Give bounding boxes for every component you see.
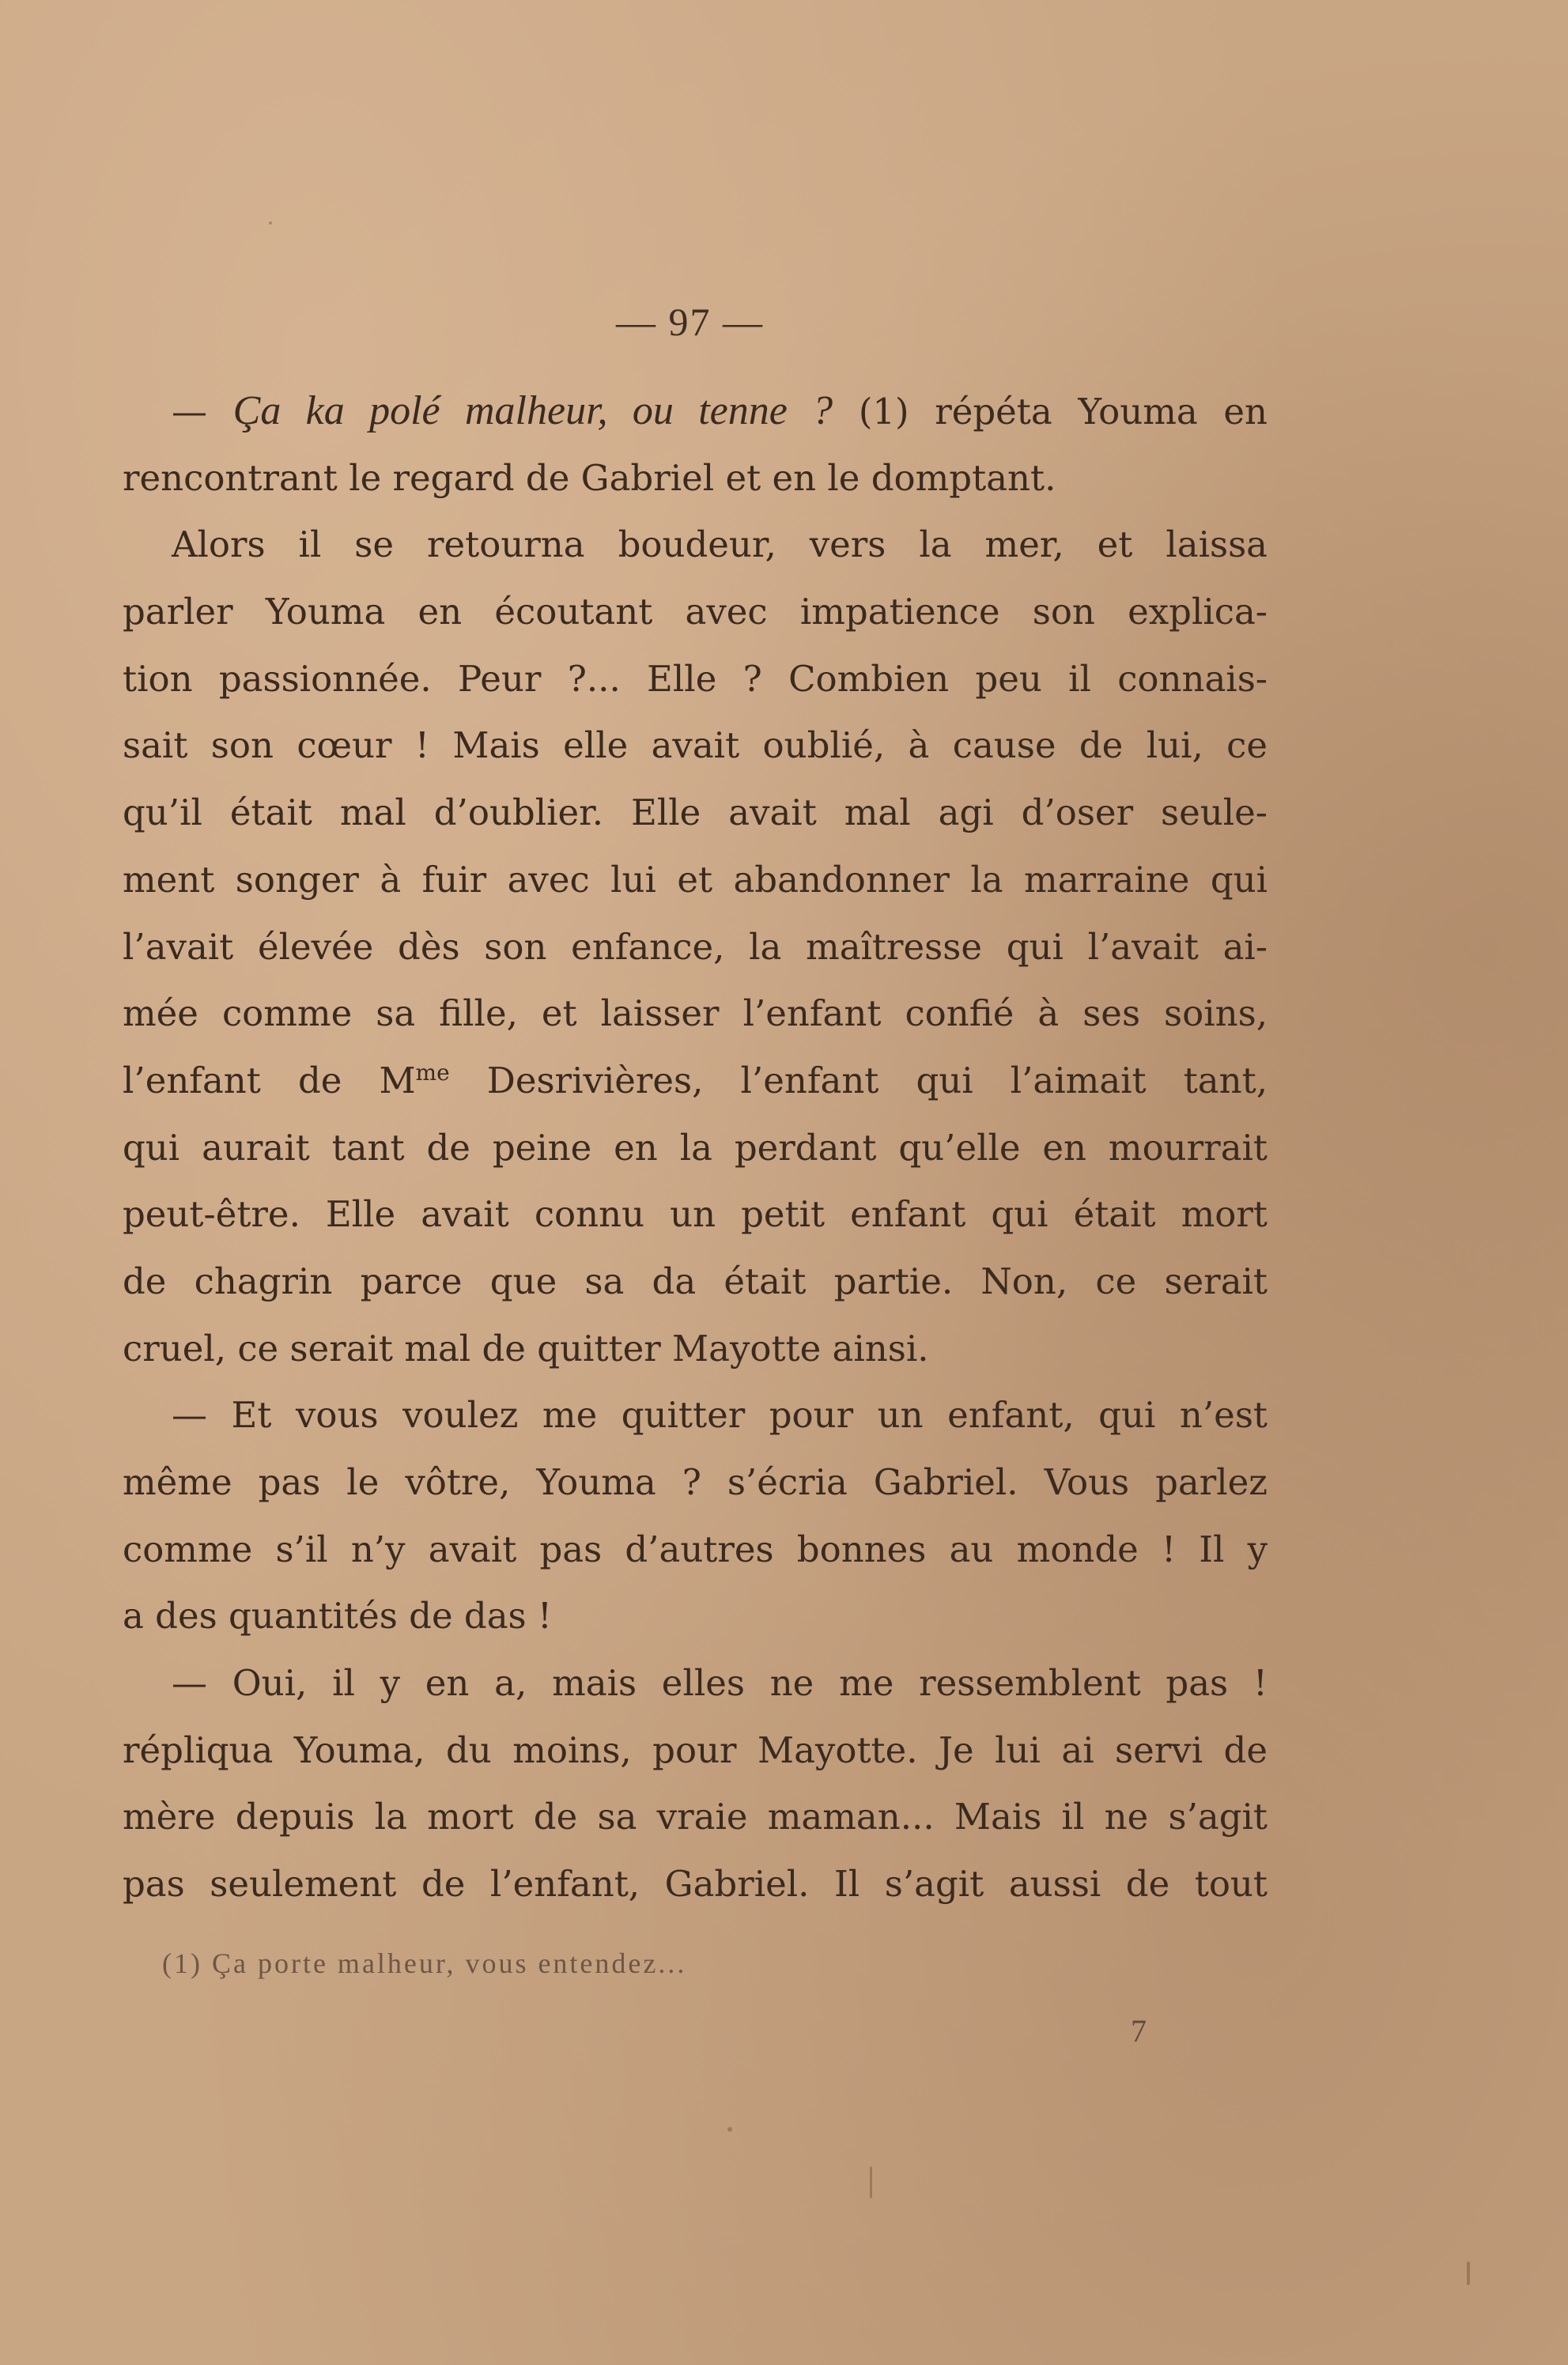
text-line: qui aurait tant de peine en la perdant qu’elle en mourrait [123, 1126, 1268, 1169]
text-line: cruel, ce serait mal de quitter Mayotte ainsi. [123, 1327, 929, 1370]
body-text [123, 378, 1268, 1918]
text-line: parler Youma en écoutant avec impatience son explica- [123, 591, 1268, 633]
text-line: sait son cœur ! Mais elle avait oublié, à cause de lui, ce [123, 724, 1268, 767]
creole-quote: Ça ka polé malheur, ou tenne ? [232, 388, 833, 433]
text-line: — Ça ka polé malheur, ou tenne ? (1) répéta Youma en [172, 388, 1268, 433]
text-line: ment songer à fuir avec lui et abandonner la marraine qui [123, 858, 1268, 901]
paper-speck [1467, 2261, 1470, 2285]
text-line: de chagrin parce que sa da était partie. Non, ce serait [123, 1260, 1268, 1302]
footnote: (1) Ça porte malheur, vous entendez... [162, 1948, 687, 1979]
text-line: mère depuis la mort de sa vraie maman... Mais il ne s’agit [123, 1796, 1268, 1838]
text-line: mée comme sa fille, et laisser l’enfant confié à ses soins, [123, 992, 1268, 1035]
text-line: même pas le vôtre, Youma ? s’écria Gabriel. Vous parlez [123, 1461, 1268, 1503]
text-line: comme s’il n’y avait pas d’autres bonnes au monde ! Il y [123, 1528, 1268, 1570]
superscript: me [415, 1059, 450, 1086]
text-line: tion passionnée. Peur ?... Elle ? Combien peu il connais- [123, 657, 1268, 700]
text-line: répliqua Youma, du moins, pour Mayotte. Je lui ai servi de [123, 1728, 1268, 1771]
paper-speck [727, 2127, 732, 2132]
text-line: Alors il se retourna boudeur, vers la mer, et laissa [172, 523, 1268, 566]
text-line: a des quantités de das ! [123, 1595, 553, 1638]
text-line: l’avait élevée dès son enfance, la maîtresse qui l’avait ai- [123, 925, 1268, 968]
text-line: — Et vous voulez me quitter pour un enfant, qui n’est [172, 1394, 1268, 1437]
text-line: pas seulement de l’enfant, Gabriel. Il s’agit aussi de tout [123, 1863, 1268, 1906]
text-line: rencontrant le regard de Gabriel et en le domptant. [123, 456, 1056, 499]
text-line: — Oui, il y en a, mais elles ne me ressemblent pas ! [172, 1662, 1268, 1705]
paper-speck [269, 221, 272, 225]
text-line: peut-être. Elle avait connu un petit enfant qui était mort [123, 1193, 1268, 1236]
paper-speck [870, 2167, 872, 2198]
text-line: l’enfant de $M^{me}$ Desrivières, l’enfant qui l’aimait tant, [123, 1059, 1268, 1101]
page-number: — 97 — [616, 300, 764, 344]
signature-mark: 7 [1131, 2013, 1147, 2049]
text-line: qu’il était mal d’oublier. Elle avait mal agi d’oser seule- [123, 791, 1268, 834]
